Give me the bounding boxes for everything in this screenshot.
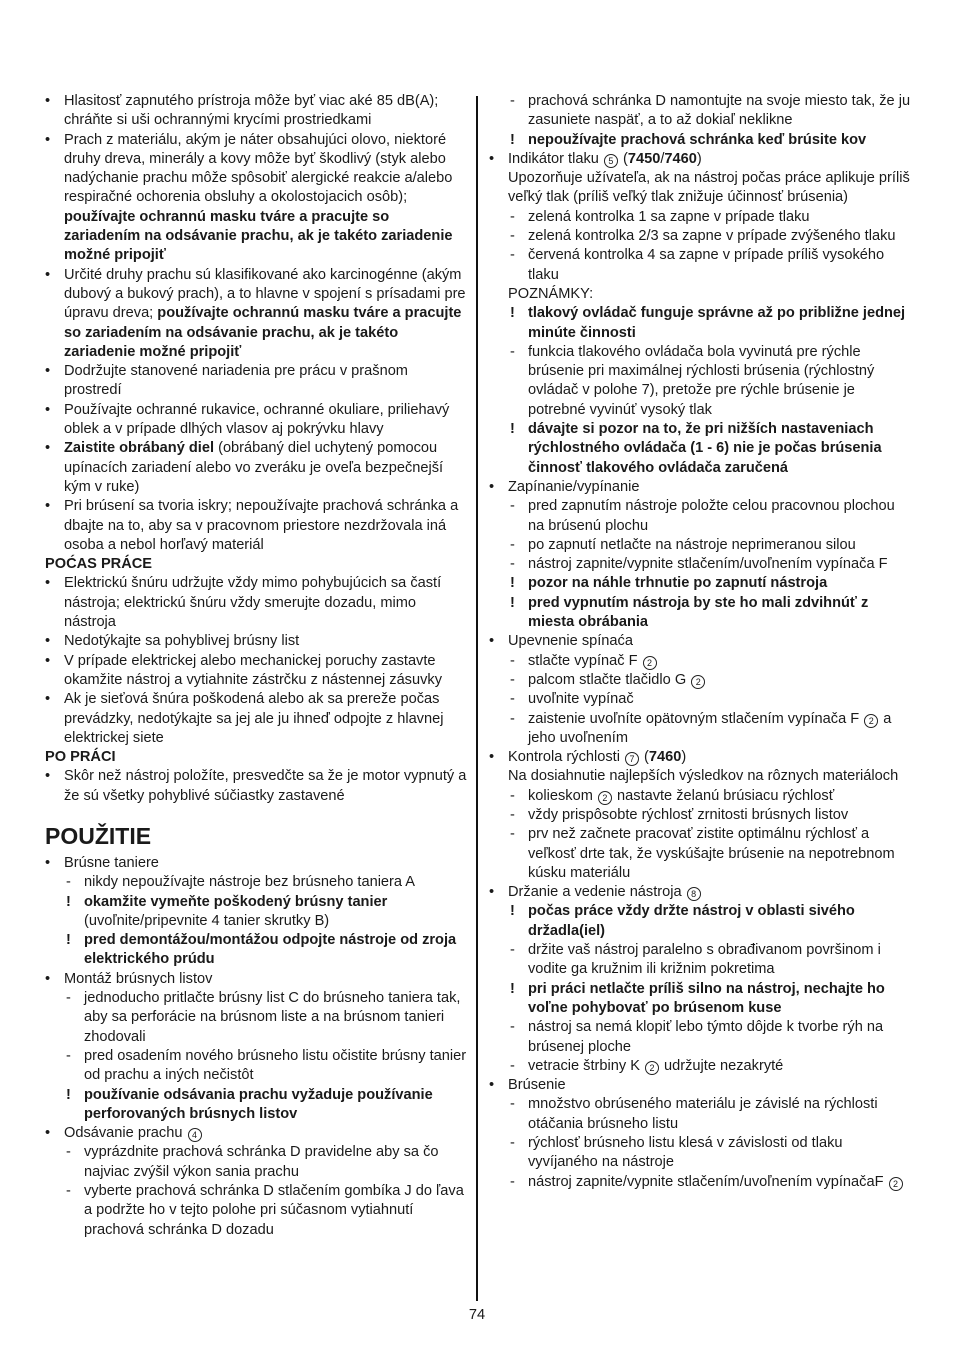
text-span: Určité druhy prachu sú klasifikované ako karcinogénne (akým dubový a bukový prach), a to hlavne v spojení s prísadami pre úpravu dreva; bbox=[64, 266, 466, 322]
bullet-item bbox=[45, 362, 467, 401]
bullet-item bbox=[489, 883, 911, 902]
dash-item bbox=[489, 671, 911, 690]
dash-item bbox=[489, 497, 911, 536]
dash-item bbox=[489, 246, 911, 285]
text-span: nástroj zapnite/vypnite stlačením/uvoľnením vypínača F bbox=[528, 556, 888, 573]
text-span: stlačte vypínač F bbox=[528, 652, 642, 669]
dash-item bbox=[489, 343, 911, 420]
dash-item bbox=[489, 555, 911, 574]
text-span: počas práce vždy držte nástroj v oblasti sivého držadla(iel) bbox=[528, 903, 855, 939]
text-span: jednoducho pritlačte brúsny list C do brúsneho taniera tak, aby sa perforácie na brúsnom liste a na brúsnom tanieri zhodovali bbox=[84, 990, 461, 1045]
section-heading bbox=[45, 748, 467, 767]
text-span: pred vypnutím nástroja by ste ho mali zdvihnúť z miesta obrábania bbox=[528, 594, 869, 631]
text-span: Kontrola rýchlosti bbox=[508, 749, 624, 766]
bold-text: 7460 bbox=[664, 150, 697, 167]
text-span: prv než začnete pracovať zistite optimálnu rýchlosť a veľkosť drte tak, že vyskúšajte brúsenie na nepotrebnom kúsku materiálu bbox=[528, 826, 895, 881]
figure-reference-circle: 2 bbox=[889, 1177, 903, 1191]
text-span: POĆAS PRÁCE bbox=[45, 556, 153, 573]
warning-item bbox=[489, 420, 911, 478]
text-span: tlakový ovládač funguje správne až po približne jednej minúte činnosti bbox=[528, 305, 906, 341]
text-span: Indikátor tlaku bbox=[508, 150, 603, 167]
dash-item bbox=[489, 1173, 911, 1192]
text-span: pred zapnutím nástroje položte celou pracovnou plochou na brúsenú plochu bbox=[528, 498, 895, 534]
text-span: nástroj zapnite/vypnite stlačením/uvoľnením vypínačaF bbox=[528, 1173, 888, 1190]
text-span: množstvo obrúseného materiálu je závislé na rýchlosti otáčania brúsneho listu bbox=[528, 1096, 878, 1132]
dash-item bbox=[489, 92, 911, 131]
figure-reference-circle: 2 bbox=[598, 791, 612, 805]
text-span: Používajte ochranné rukavice, ochranné okuliare, priliehavý oblek a v prípade dlhých vlasov aj pokrývku hlavy bbox=[64, 401, 450, 438]
figure-reference-circle: 2 bbox=[643, 656, 657, 670]
text-span: ( bbox=[640, 749, 649, 766]
text-span: červená kontrolka 4 sa zapne v prípade príliš vysokého tlaku bbox=[528, 247, 885, 283]
dash-item bbox=[489, 690, 911, 709]
text-span: zelená kontrolka 2/3 sa zapne v prípade zvýšeného tlaku bbox=[528, 228, 896, 245]
text-span: pred demontážou/montážou odpojte nástroje od zroja elektrického prúdu bbox=[84, 932, 457, 968]
text-span: nástroj sa nemá klopiť lebo týmto dôjde k tvorbe rýh na brúsenej ploche bbox=[528, 1019, 884, 1055]
bold-text: používajte ochrannú masku tváre a pracujte so zariadením na odsávanie prachu, ak je takéto zariadenie možné pripojiť bbox=[64, 208, 453, 264]
figure-reference-circle: 2 bbox=[691, 675, 705, 689]
text-span: palcom stlačte tlačidlo G bbox=[528, 671, 691, 688]
text-span: Na dosiahnutie najlepších výsledkov na rôznych materiáloch bbox=[508, 768, 899, 785]
text-span: Zapínanie/vypínanie bbox=[508, 478, 640, 495]
text-span: ) bbox=[696, 150, 702, 167]
bullet-item bbox=[489, 632, 911, 651]
text-span: (obrábaný diel uchytený pomocou upínacích zariadení alebo vo zveráku je oveľa bezpečnejší kým v ruke) bbox=[64, 440, 444, 495]
dash-item bbox=[489, 1134, 911, 1173]
text-span: udržujte nezakryté bbox=[659, 1057, 784, 1074]
dash-item bbox=[489, 710, 911, 749]
text-span: nikdy nepoužívajte nástroje bez brúsneho taniera A bbox=[84, 874, 416, 891]
page-number: 74 bbox=[468, 1307, 486, 1323]
section-title bbox=[45, 822, 467, 850]
bullet-item bbox=[45, 767, 467, 806]
text-span: V prípade elektrickej alebo mechanickej poruchy zastavte okamžite nástroj a vytiahnite zástrčku z nástennej zásuvky bbox=[64, 652, 442, 688]
bullet-item bbox=[45, 131, 467, 266]
bullet-item bbox=[489, 748, 911, 767]
bullet-item bbox=[45, 632, 467, 651]
figure-reference-circle: 7 bbox=[625, 752, 639, 766]
bold-text: 7460 bbox=[648, 749, 682, 766]
figure-reference-circle: 5 bbox=[604, 154, 618, 168]
section-heading bbox=[45, 555, 467, 574]
text-span: dávajte si pozor na to, že pri nižších nastaveniach rýchlostného ovládača (1 - 6) nie je počas brúsenia činnosť tlakového ovládača zaručená bbox=[528, 421, 882, 476]
dash-item bbox=[489, 825, 911, 883]
warning-item bbox=[45, 893, 467, 932]
paragraph bbox=[489, 285, 911, 304]
bullet-item bbox=[45, 574, 467, 632]
text-span: pri práci netlačte príliš silno na nástroj, nechajte ho voľne pohybovať po brúsenom kuse bbox=[528, 980, 885, 1016]
bullet-item bbox=[45, 497, 467, 555]
left-column bbox=[45, 92, 467, 1240]
warning-item bbox=[489, 980, 911, 1019]
text-span: uvoľnite vypínač bbox=[528, 691, 634, 708]
text-span: Upevnenie spínaća bbox=[508, 633, 633, 650]
figure-reference-circle: 4 bbox=[188, 1128, 202, 1142]
warning-item bbox=[489, 574, 911, 593]
dash-item bbox=[45, 989, 467, 1047]
paragraph bbox=[489, 169, 911, 208]
text-span: a jeho uvoľnením bbox=[528, 710, 892, 746]
text-span: zaistenie uvoľníte opätovným stlačením vypínača F bbox=[528, 710, 864, 727]
bullet-item bbox=[45, 1124, 467, 1143]
text-span: Prach z materiálu, akým je náter obsahujúci olovo, niektoré druhy dreva, minerály a kovy môže byť škodlivý (styk alebo nadýchanie prachu môže spôsobiť alergické reakcie a/alebo respiračné ochorenia obsluhy a okolostojacich osôb); bbox=[64, 131, 453, 206]
text-span: vyprázdnite prachová schránka D pravidelne aby sa čo najviac zvýšil výkon sania prachu bbox=[84, 1144, 439, 1180]
bullet-item bbox=[489, 1076, 911, 1095]
figure-reference-circle: 2 bbox=[864, 714, 878, 728]
text-span: PO PRÁCI bbox=[45, 749, 116, 766]
bold-text: používajte ochrannú masku tváre a pracujte so zariadením na odsávanie prachu, ak je takéto zariadenie možné pripojiť bbox=[64, 305, 462, 360]
dash-item bbox=[45, 873, 467, 892]
text-span: Dodržujte stanovené nariadenia pre prácu v prašnom prostredí bbox=[64, 363, 408, 399]
dash-item bbox=[489, 1018, 911, 1057]
figure-reference-circle: 8 bbox=[687, 887, 701, 901]
text-span: Držanie a vedenie nástroja bbox=[508, 884, 686, 901]
warning-item bbox=[45, 931, 467, 970]
text-span: pred osadením nového brúsneho listu očistite brúsny tanier od prachu a iných nečistôt bbox=[84, 1047, 467, 1084]
bullet-item bbox=[489, 478, 911, 497]
bullet-item bbox=[45, 92, 467, 131]
text-span: kolieskom bbox=[528, 787, 597, 804]
dash-item bbox=[489, 652, 911, 671]
paragraph bbox=[489, 767, 911, 786]
text-span: Montáž brúsnych listov bbox=[64, 970, 213, 987]
text-span: používanie odsávania prachu vyžaduje používanie perforovaných brúsnych listov bbox=[84, 1086, 433, 1122]
dash-item bbox=[489, 1095, 911, 1134]
text-span: / bbox=[660, 150, 665, 167]
text-span: Hlasitosť zapnutého prístroja môže byť viac aké 85 dB(A); chráňte si uši ochrannými krycími prostriedkami bbox=[64, 93, 439, 129]
text-span: prachová schránka D namontujte na svoje miesto tak, že ju zasuniete naspäť, a to až dokiaľ neklikne bbox=[528, 93, 911, 129]
dash-item bbox=[489, 208, 911, 227]
warning-item bbox=[489, 304, 911, 343]
bullet-item bbox=[45, 970, 467, 989]
text-span: vetracie štrbiny K bbox=[528, 1057, 644, 1074]
text-span: vždy prispôsobte rýchlosť zrnitosti brúsnych listov bbox=[528, 806, 849, 823]
bold-text: Zaistite obrábaný diel bbox=[64, 440, 215, 457]
text-span: nepoužívajte prachová schránka keď brúsite kov bbox=[528, 131, 867, 148]
text-span: Brúsenie bbox=[508, 1077, 566, 1094]
text-span: Pri brúsení sa tvoria iskry; nepoužívajte prachová schránka a dbajte na to, aby sa v pracovnom priestore nezdržovala iná osoba a nebol horľavý materiál bbox=[64, 498, 459, 553]
text-span: ) bbox=[681, 749, 687, 766]
text-span: po zapnutí netlačte na nástroje neprimeranou silou bbox=[528, 536, 856, 553]
text-span: Skôr než nástroj položíte, presvedčte sa že je motor vypnutý a že sú všetky pohyblivé súčiastky zastavené bbox=[64, 768, 467, 804]
bullet-item bbox=[45, 854, 467, 873]
warning-item bbox=[45, 1086, 467, 1125]
dash-item bbox=[45, 1143, 467, 1182]
warning-item bbox=[489, 902, 911, 941]
dash-item bbox=[489, 536, 911, 555]
bullet-item bbox=[489, 150, 911, 169]
text-span: funkcia tlakového ovládača bola vyvinutá pre rýchle brúsenie pri maximálnej rýchlosti brúsenia (rýchlostný ovládač v polohe 7), pretože pre rýchle brúsenie je potrebné vyvinúť vysoký tlak bbox=[528, 343, 875, 418]
dash-item bbox=[489, 1057, 911, 1076]
bullet-item bbox=[45, 439, 467, 497]
text-span: rýchlosť brúsneho listu klesá v závislosti od tlaku vyvíjaného na nástroje bbox=[528, 1135, 843, 1171]
dash-item bbox=[489, 787, 911, 806]
warning-item bbox=[489, 594, 911, 633]
text-span: zelená kontrolka 1 sa zapne v prípade tlaku bbox=[528, 208, 810, 225]
dash-item bbox=[45, 1182, 467, 1240]
figure-reference-circle: 2 bbox=[645, 1061, 659, 1075]
bold-text: 7450 bbox=[627, 150, 661, 167]
bullet-item bbox=[45, 401, 467, 440]
text-span: (uvoľnite/pripevnite 4 tanier skrutky B) bbox=[84, 912, 330, 929]
bold-text: okamžite vymeňte poškodený brúsny tanier bbox=[84, 893, 388, 910]
text-span: vyberte prachová schránka D stlačením gombíka J do ľava a podržte ho v tejto polohe pri súčasnom vytiahnutí prachová schránka D dozadu bbox=[84, 1183, 464, 1238]
column-divider bbox=[476, 96, 478, 1301]
text-span: Ak je sieťová šnúra poškodená alebo ak sa prereže počas prevádzky, nedotýkajte sa jej ale ju ihneď odpojte z hlavnej elektrickej siete bbox=[64, 691, 444, 746]
bullet-item bbox=[45, 266, 467, 362]
text-span: Upozorňuje užívateľa, ak na nástroj počas práce aplikuje príliš veľký tlak (príliš veľký tlak znižuje účinnosť brúsenia) bbox=[508, 170, 910, 206]
dash-item bbox=[489, 227, 911, 246]
warning-item bbox=[489, 131, 911, 150]
text-span: POUŽITIE bbox=[45, 822, 152, 849]
right-column bbox=[489, 92, 911, 1192]
text-span: ( bbox=[618, 150, 628, 167]
text-span: držite vaš nástroj paralelno s obrađivanom površinom i vodite ga kružnim ili križnim pokretima bbox=[528, 942, 881, 978]
text-span: nastavte želanú brúsiacu rýchlosť bbox=[612, 787, 835, 804]
dash-item bbox=[489, 941, 911, 980]
text-span: Nedotýkajte sa pohyblivej brúsny list bbox=[64, 633, 300, 650]
bullet-item bbox=[45, 652, 467, 691]
dash-item bbox=[45, 1047, 467, 1086]
text-span: POZNÁMKY: bbox=[508, 285, 594, 302]
bullet-item bbox=[45, 690, 467, 748]
text-span: Elektrickú šnúru udržujte vždy mimo pohybujúcich sa častí nástroja; elektrickú šnúru vždy smerujte dozadu, mimo nástroja bbox=[64, 575, 442, 631]
text-span: Odsávanie prachu bbox=[64, 1125, 187, 1142]
dash-item bbox=[489, 806, 911, 825]
text-span: pozor na náhle trhnutie po zapnutí nástroja bbox=[528, 575, 828, 592]
text-span: Brúsne taniere bbox=[64, 854, 159, 871]
